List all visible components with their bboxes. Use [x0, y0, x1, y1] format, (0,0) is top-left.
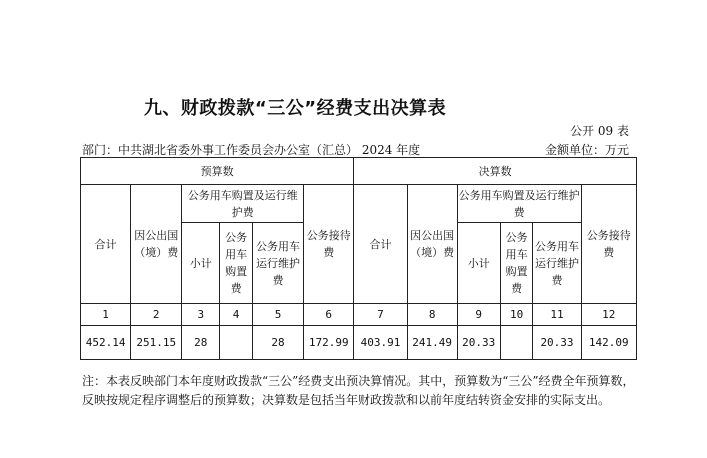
index-cell: 5: [252, 304, 303, 326]
value-budget-reception: 172.99: [304, 326, 354, 360]
value-budget-abroad: 251.15: [131, 326, 182, 360]
value-budget-vehicle-purchase: [220, 326, 253, 360]
page-title: 九、财政拨款“三公”经费支出决算表: [143, 98, 447, 119]
header-budget-vehicle-running: 公务用车运行维护费: [252, 223, 303, 304]
header-budget: 预算数: [81, 158, 354, 185]
index-cell: 7: [354, 304, 407, 326]
header-budget-reception: 公务接待费: [304, 185, 354, 304]
value-budget-vehicle-running: 28: [252, 326, 303, 360]
header-final-reception: 公务接待费: [581, 185, 636, 304]
value-final-vehicle-running: 20.33: [533, 326, 581, 360]
header-final-subtotal: 小计: [457, 223, 500, 304]
index-cell: 11: [533, 304, 581, 326]
values-row: [81, 326, 637, 360]
header-budget-abroad: 因公出国（境）费: [131, 185, 182, 304]
value-final-vehicle-purchase: [500, 326, 533, 360]
header-final-vehicle-purchase: 公务用车购置费: [500, 223, 533, 304]
index-cell: 6: [304, 304, 354, 326]
value-final-vehicle-subtotal: 20.33: [457, 326, 500, 360]
index-cell: 12: [581, 304, 636, 326]
header-final-vehicle-running: 公务用车运行维护费: [533, 223, 581, 304]
header-final-abroad: 因公出国（境）费: [407, 185, 457, 304]
header-budget-subtotal: 小计: [182, 223, 220, 304]
index-row: [81, 304, 637, 326]
index-cell: 8: [407, 304, 457, 326]
value-budget-total: 452.14: [81, 326, 131, 360]
value-final-abroad: 241.49: [407, 326, 457, 360]
header-final-total: 合计: [354, 185, 407, 304]
header-final-vehicle: 公务用车购置及运行维护费: [457, 185, 581, 223]
value-final-total: 403.91: [354, 326, 407, 360]
header-budget-vehicle-purchase: 公务用车购置费: [220, 223, 253, 304]
amount-unit: 金额单位：万元: [544, 143, 629, 157]
index-cell: 9: [457, 304, 500, 326]
index-cell: 3: [182, 304, 220, 326]
form-code: 公开 09 表: [570, 124, 629, 138]
index-cell: 10: [500, 304, 533, 326]
header-budget-total: 合计: [81, 185, 131, 304]
header-final: 决算数: [354, 158, 637, 185]
index-cell: 2: [131, 304, 182, 326]
three-public-expenses-table: [80, 157, 637, 360]
footnote: 注：本表反映部门本年度财政拨款“三公”经费支出预决算情况。其中，预算数为“三公”经费全年预算数，反映按规定程序调整后的预算数；决算数是包括当年财政拨款和以前年度结转资金安排的实际支出。: [82, 374, 635, 407]
index-cell: 1: [81, 304, 131, 326]
value-final-reception: 142.09: [581, 326, 636, 360]
header-budget-vehicle: 公务用车购置及运行维护费: [182, 185, 304, 223]
value-budget-vehicle-subtotal: 28: [182, 326, 220, 360]
index-cell: 4: [220, 304, 253, 326]
department-line: 部门：中共湖北省委外事工作委员会办公室（汇总） 2024 年度: [82, 143, 421, 157]
